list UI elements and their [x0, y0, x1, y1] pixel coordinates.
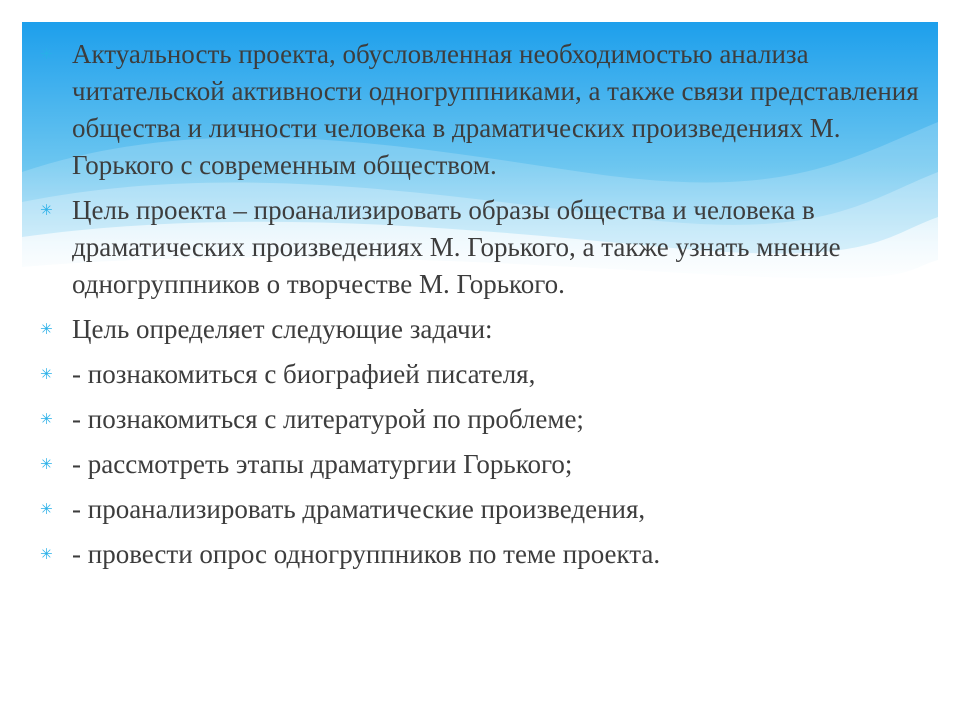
list-item-text: - познакомиться с биографией писателя, — [72, 359, 536, 389]
asterisk-icon: ✳ — [40, 45, 53, 63]
list-item-text: - провести опрос одногруппников по теме проекта. — [72, 539, 661, 569]
list-item — [40, 311, 940, 348]
asterisk-icon: ✳ — [40, 500, 53, 518]
asterisk-icon: ✳ — [40, 365, 53, 383]
list-item — [40, 536, 940, 573]
list-item-text: Актуальность проекта, обусловленная необходимостью анализа читательской активности одногруппниками, а также связи представления общества и личности человека в драматических произведениях М. Горького с современным обществом. — [72, 39, 919, 180]
list-item — [40, 356, 940, 393]
asterisk-icon: ✳ — [40, 545, 53, 563]
asterisk-icon: ✳ — [40, 320, 53, 338]
list-item-text: Цель проекта – проанализировать образы общества и человека в драматических произведениях М. Горького, а также узнать мнение одногруппников о творчестве М. Горького. — [72, 195, 841, 299]
list-item — [40, 446, 940, 483]
list-item-text: - проанализировать драматические произведения, — [72, 494, 646, 524]
content-area — [40, 36, 940, 581]
list-item — [40, 36, 940, 184]
asterisk-icon: ✳ — [40, 410, 53, 428]
asterisk-icon: ✳ — [40, 201, 53, 219]
list-item-text: Цель определяет следующие задачи: — [72, 314, 493, 344]
list-item — [40, 401, 940, 438]
bullet-list — [40, 36, 940, 573]
list-item — [40, 192, 940, 303]
list-item-text: - познакомиться с литературой по проблеме; — [72, 404, 584, 434]
asterisk-icon: ✳ — [40, 455, 53, 473]
list-item — [40, 491, 940, 528]
list-item-text: - рассмотреть этапы драматургии Горького; — [72, 449, 573, 479]
